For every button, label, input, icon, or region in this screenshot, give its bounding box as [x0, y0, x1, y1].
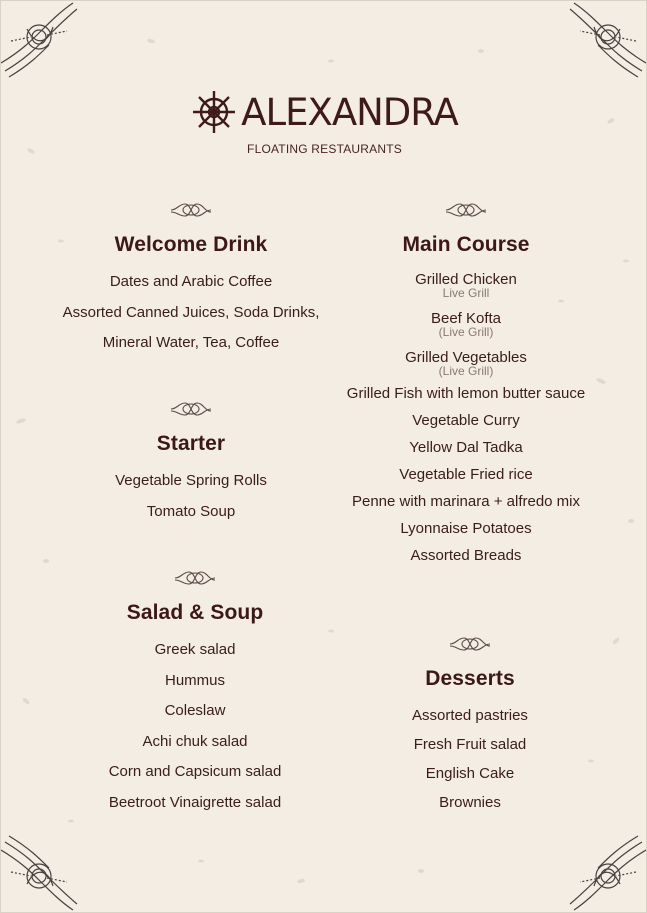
- salad-soup-title: Salad & Soup: [126, 601, 264, 624]
- list-item: [321, 306, 611, 339]
- item-name: Vegetable Fried rice: [399, 466, 533, 483]
- list-item: [321, 380, 611, 407]
- main-course-section: [321, 201, 611, 569]
- rope-knot-divider-icon: [173, 569, 217, 587]
- item-note: (Live Grill): [438, 325, 494, 339]
- welcome-drink-section: [41, 201, 341, 359]
- item-note: Live Grill: [442, 286, 490, 300]
- list-item: [321, 434, 611, 461]
- item-name: Beef Kofta: [430, 310, 502, 327]
- list-item: [321, 461, 611, 488]
- rope-knot-divider-icon: [169, 201, 213, 219]
- desserts-section: [325, 635, 615, 817]
- item-name: Lyonnaise Potatoes: [400, 520, 532, 537]
- list-item: Fresh Fruit salad: [413, 736, 527, 753]
- main-course-list: [321, 267, 611, 569]
- list-item: [321, 488, 611, 515]
- list-item: English Cake: [425, 765, 515, 782]
- item-name: Grilled Chicken: [415, 271, 517, 288]
- item-name: Assorted Breads: [410, 547, 522, 564]
- rope-knot-divider-icon: [448, 635, 492, 653]
- starter-title: Starter: [156, 432, 226, 455]
- list-item: Assorted Canned Juices, Soda Drinks,: [62, 303, 320, 321]
- list-item: Greek salad: [154, 641, 236, 658]
- left-column: [41, 1, 341, 913]
- list-item: Vegetable Spring Rolls: [115, 472, 267, 489]
- item-name: Grilled Fish with lemon butter sauce: [346, 385, 586, 402]
- list-item: Hummus: [164, 671, 225, 689]
- list-item: Assorted pastries: [412, 707, 528, 724]
- list-item: Achi chuk salad: [142, 732, 248, 750]
- right-column: [321, 1, 611, 913]
- list-item: Tomato Soup: [146, 502, 236, 520]
- starter-list: [41, 466, 341, 527]
- rope-knot-divider-icon: [444, 201, 488, 219]
- list-item: Mineral Water, Tea, Coffee: [102, 334, 280, 351]
- list-item: Brownies: [439, 794, 501, 811]
- brand-name: ALEXANDRA: [241, 90, 458, 134]
- main-course-title: Main Course: [402, 233, 530, 256]
- welcome-drink-title: Welcome Drink: [114, 233, 268, 256]
- item-name: Vegetable Curry: [412, 412, 520, 429]
- brand-subtitle: FLOATING RESTAURANTS: [247, 142, 402, 156]
- list-item: [321, 542, 611, 569]
- desserts-list: [325, 701, 615, 817]
- welcome-drink-list: [41, 267, 341, 359]
- starter-section: [41, 400, 341, 527]
- list-item: Beetroot Vinaigrette salad: [108, 793, 282, 811]
- desserts-title: Desserts: [425, 667, 515, 690]
- list-item: [321, 407, 611, 434]
- salad-soup-list: [45, 635, 345, 818]
- list-item: Corn and Capsicum salad: [108, 763, 282, 780]
- item-name: Penne with marinara + alfredo mix: [351, 493, 581, 510]
- salad-soup-section: [45, 569, 345, 818]
- list-item: Coleslaw: [164, 702, 226, 719]
- item-name: Yellow Dal Tadka: [409, 439, 523, 456]
- item-note: (Live Grill): [438, 364, 494, 378]
- list-item: [321, 515, 611, 542]
- list-item: [321, 345, 611, 378]
- list-item: [321, 267, 611, 300]
- rope-knot-divider-icon: [169, 400, 213, 418]
- item-name: Grilled Vegetables: [405, 349, 527, 366]
- list-item: Dates and Arabic Coffee: [109, 273, 273, 290]
